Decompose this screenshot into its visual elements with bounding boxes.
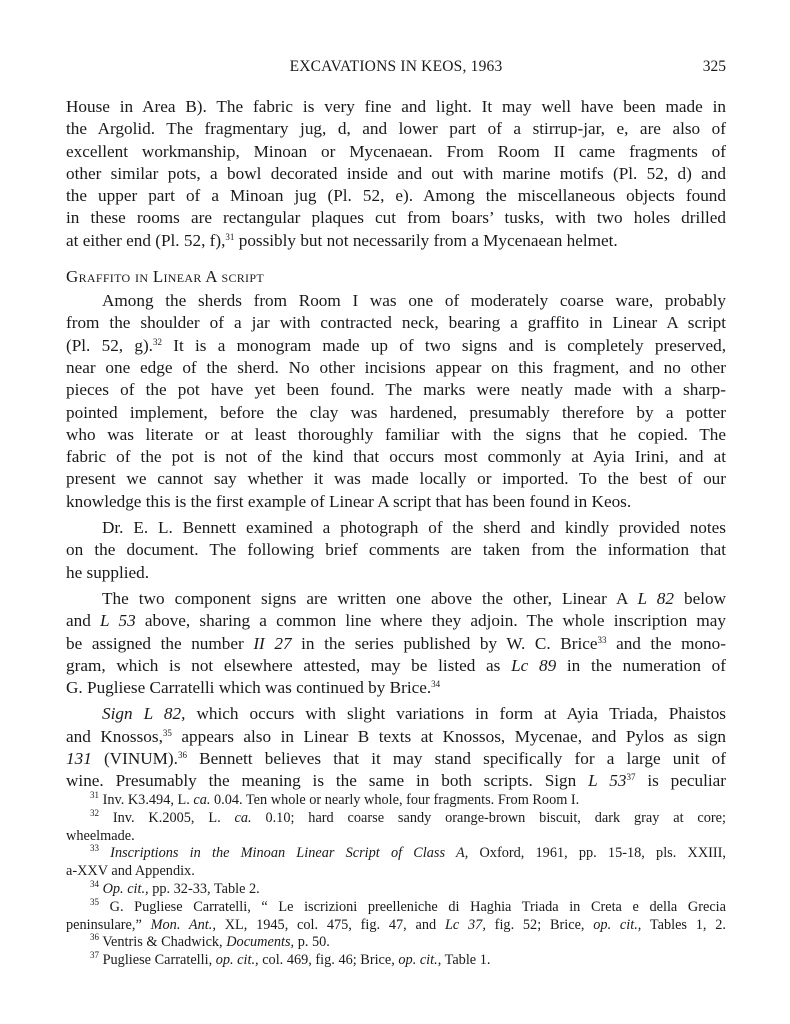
text-line: fabric of the pot is not of the kind that occurs most commonly at Ayia Irini, and at (66, 447, 726, 467)
text-run: and Knossos, (66, 726, 163, 746)
text-line: on the document. The following brief comments are taken from the information that (66, 540, 726, 560)
text-run: ca. (193, 792, 211, 808)
text-line (66, 770, 726, 792)
text-line: near one edge of the sherd. No other incisions appear on this fragment, and no other (66, 357, 726, 377)
text-run: peninsulare,” (66, 916, 151, 933)
footnote-ref-31[interactable]: 31 (225, 231, 235, 242)
text-line: knowledge this is the first example of Linear A script that has been found in Keos. (66, 491, 632, 511)
paragraph-2 (66, 290, 726, 513)
paragraph-5 (66, 703, 726, 792)
text-run: be assigned the number (66, 633, 254, 653)
text-run: Documents, (226, 934, 295, 951)
footnote-number: 36 (90, 932, 99, 943)
text-run: Inv. K.2005, L. (99, 809, 235, 826)
footnote-ref-33[interactable]: 33 (597, 634, 607, 645)
footnotes (66, 792, 726, 970)
text-line: pointed implement, before the clay was hardened, presumably therefore by a potter (66, 402, 726, 422)
text-run: It is a monogram made up of two signs and is completely preserved, (161, 335, 727, 355)
text-line: from the shoulder of a jar with contracted neck, bearing a graffito in Linear A script (66, 313, 726, 333)
text-run: Lc 37, (444, 916, 486, 933)
text-run: Mon. Ant., (150, 916, 216, 933)
text-line (66, 230, 726, 252)
text-run: below (673, 588, 726, 608)
text-line: he supplied. (66, 562, 150, 582)
text-run: op. cit., (215, 952, 259, 969)
text-run: p. 50. (294, 934, 330, 951)
text-run: pp. 32-33, Table 2. (148, 880, 260, 897)
text-run: ca. (234, 809, 252, 826)
text-line: who was literate or at least thoroughly familiar with the signs that he copied. The (66, 424, 726, 444)
section-heading: Graffito in Linear A script (66, 267, 264, 287)
sign-ref: Lc 89 (511, 655, 557, 675)
footnote-number: 33 (90, 843, 99, 854)
text-run: Table 1. (441, 952, 491, 969)
text-line: in these rooms are rectangular plaques cut from boars’ tusks, with two holes drilled (66, 208, 726, 228)
text-run: Inscriptions in the Minoan Linear Script of Class A, (99, 845, 469, 862)
footnote-36 (66, 934, 726, 952)
text-run: (Pl. 52, g). (66, 335, 153, 355)
footnote-ref-35[interactable]: 35 (162, 727, 172, 738)
sign-number: 131 (66, 749, 92, 769)
text-run: is peculiar (635, 771, 727, 791)
text-run: appears also in Linear B texts at Knossos, Mycenae, and Pylos as sign (171, 726, 727, 746)
running-title: EXCAVATIONS IN KEOS, 1963 (289, 58, 503, 75)
text-run: and (66, 611, 101, 631)
footnote-number: 31 (90, 790, 99, 800)
text-run: at either end (Pl. 52, f), (66, 230, 226, 250)
text-line: Dr. E. L. Bennett examined a photograph of the sherd and kindly provided notes (102, 518, 726, 538)
text-line (66, 655, 726, 677)
text-line (66, 703, 726, 725)
footnote-number: 35 (90, 896, 99, 907)
text-line (66, 726, 726, 748)
footnote-number: 34 (90, 878, 99, 889)
text-run: (VINUM). (91, 749, 178, 769)
text-run: The two component signs are written one above the other, Linear A (102, 588, 638, 608)
text-line: excellent workmanship, Minoan or Mycenaean. From Room II came fragments of (66, 141, 726, 161)
text-run: 0.04. Ten whole or nearly whole, four fragments. From Room I. (210, 792, 580, 808)
footnote-31 (66, 792, 726, 810)
text-run: XL, 1945, col. 475, fig. 47, and (215, 916, 445, 933)
running-header (66, 58, 726, 80)
footnote-ref-32[interactable]: 32 (152, 336, 162, 347)
text-line (66, 588, 726, 610)
text-run: Tables 1, 2. (641, 916, 726, 933)
text-line (66, 677, 726, 699)
text-line (66, 633, 726, 655)
footnote-32-cont: wheelmade. (66, 827, 135, 844)
footnote-33 (66, 845, 726, 863)
text-run: Bennett believes that it may stand specifically for a large unit of (186, 749, 726, 769)
text-line: pieces of the pot have yet been found. The marks were neatly made with a sharp- (66, 380, 726, 400)
text-run: possibly but not necessarily from a Mycenaean helmet. (234, 230, 618, 250)
text-run: op. cit., (398, 952, 442, 969)
page (66, 0, 726, 1024)
footnote-ref-37[interactable]: 37 (626, 772, 636, 783)
footnote-37 (66, 952, 726, 970)
text-line: the upper part of a Minoan jug (Pl. 52, e). Among the miscellaneous objects found (66, 186, 726, 206)
page-number: 325 (702, 58, 726, 75)
text-run: col. 469, fig. 46; Brice, (258, 952, 399, 969)
text-run: Ventris & Chadwick, (99, 934, 227, 951)
sign-ref: L 82 (637, 588, 674, 608)
text-run: Pugliese Carratelli, (99, 952, 216, 969)
text-line: present we cannot say whether it was made locally or imported. To the best of our (66, 469, 726, 489)
footnote-34 (66, 878, 726, 899)
text-line: House in Area B). The fabric is very fine and light. It may well have been made in (66, 97, 726, 116)
text-run: Inv. K3.494, L. (99, 792, 194, 808)
sign-ref: L 53 (100, 611, 136, 631)
paragraph-1 (66, 96, 726, 252)
footnote-35-cont (66, 917, 726, 935)
text-run: op. cit., (593, 916, 642, 933)
text-run: G. Pugliese Carratelli, “ Le iscrizioni preelleniche di Haghia Triada in Creta e della Grecia (99, 898, 726, 915)
text-run: Oxford, 1961, pp. 15-18, pls. XXIII, (468, 845, 726, 862)
footnote-32 (66, 807, 727, 828)
text-line (66, 610, 726, 632)
text-run: wine. Presumably the meaning is the same in both scripts. Sign (66, 771, 589, 791)
text-line: the Argolid. The fragmentary jug, d, and lower part of a stirrup-jar, e, are also of (66, 119, 726, 139)
paragraph-4 (66, 588, 726, 699)
sign-ref: Sign L 82, (102, 704, 186, 724)
text-run: Op. cit., (99, 880, 149, 897)
text-run: gram, which is not elsewhere attested, may be listed as (66, 655, 512, 675)
footnote-number: 37 (90, 950, 99, 961)
text-line: other similar pots, a bowl decorated inside and out with marine motifs (Pl. 52, d) and (66, 163, 726, 183)
text-run: and the mono- (606, 633, 726, 653)
footnote-ref-36[interactable]: 36 (177, 750, 187, 761)
text-run: 0.10; hard coarse sandy orange-brown biscuit, dark gray at core; (251, 809, 727, 826)
body-text (66, 96, 726, 793)
text-run: which occurs with slight variations in form at Ayia Triada, Phaistos (185, 704, 726, 724)
text-line (66, 748, 726, 770)
footnote-number: 32 (90, 807, 99, 818)
text-run: in the numeration of (556, 655, 726, 675)
text-run: above, sharing a common line where they adjoin. The whole inscription may (135, 611, 727, 631)
footnote-ref-34[interactable]: 34 (431, 679, 441, 690)
paragraph-3 (66, 517, 726, 584)
footnote-33-cont: a-XXV and Appendix. (66, 863, 195, 880)
inscription-number: II 27 (253, 633, 292, 653)
text-run: fig. 52; Brice, (485, 916, 594, 933)
footnote-35 (66, 896, 726, 917)
text-run: in the series published by W. C. Brice (291, 633, 598, 653)
text-run: G. Pugliese Carratelli which was continued by Brice. (66, 678, 432, 698)
sign-ref: L 53 (588, 771, 627, 791)
text-line (66, 335, 726, 357)
text-line: Among the sherds from Room I was one of moderately coarse ware, probably (102, 291, 726, 311)
